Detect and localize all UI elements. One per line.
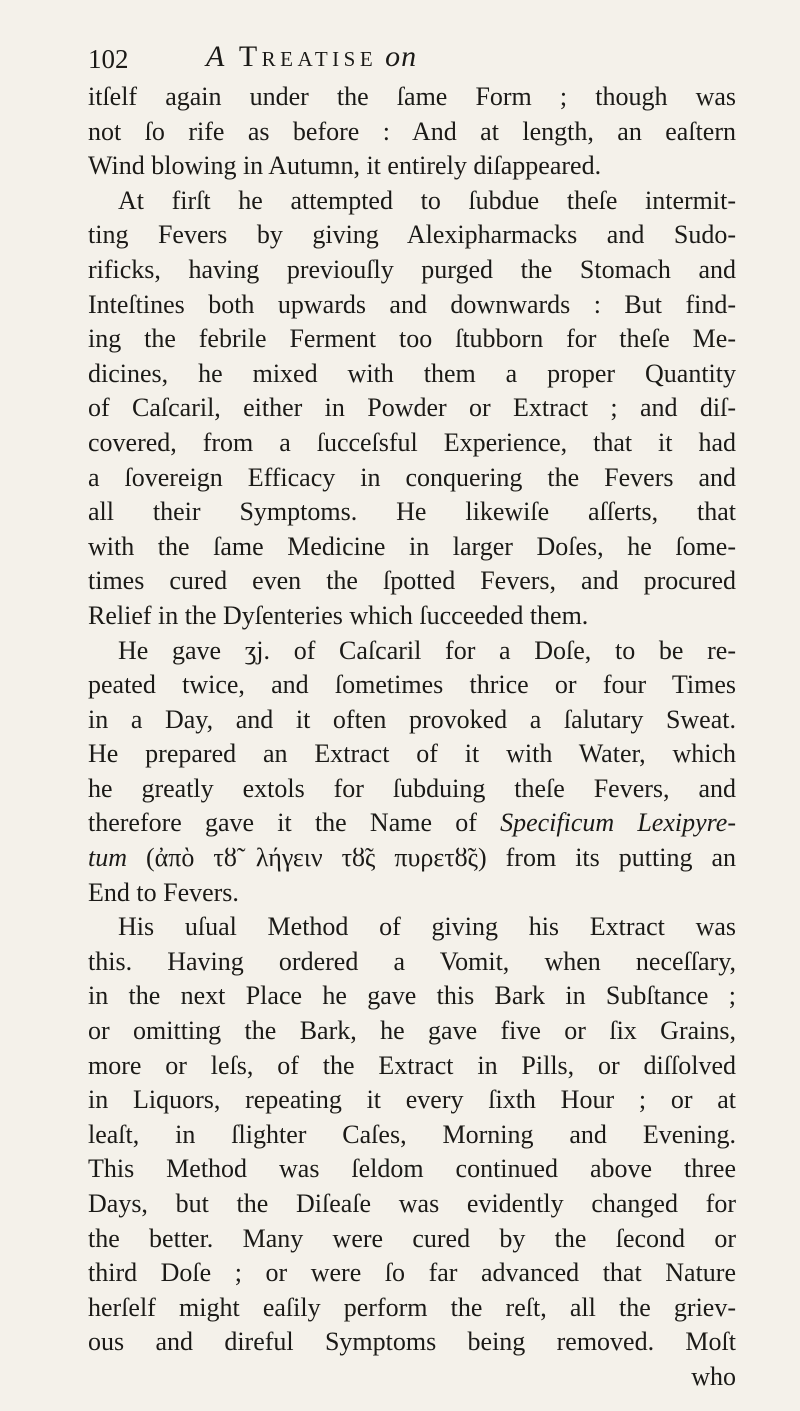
text-line: He gave ʒj. of Caſcaril for a Doſe, to be re- [118,635,736,665]
text-line: not ſo rife as before : And at length, an eaſtern [88,116,736,146]
text-line: End to Fevers. [88,877,239,907]
text-line: rificks, having previouſly purged the Stomach and [88,254,736,284]
text-line: Days, but the Diſeaſe was evidently changed for [88,1189,736,1218]
text-line: third Doſe ; or were ſo far advanced that Nature [88,1258,736,1288]
text-line: in the next Place he gave this Bark in Subſtance ; [88,981,736,1011]
text-line: At firſt he attempted to ſubdue theſe intermit- [118,185,736,215]
text-line: therefore gave it the Name of Specificum Lexipyre- [88,808,736,838]
text-line: His uſual Method of giving his Extract was [118,912,736,942]
text-line: all their Symptoms. He likewiſe aſſerts, that [88,497,736,527]
body-text [88,80,736,1395]
text-line: He prepared an Extract of it with Water, which [88,739,736,769]
text-line: ing the febrile Ferment too ſtubborn for theſe Me- [88,324,736,354]
page-header [88,40,728,80]
text-line: or omitting the Bark, he gave five or ſix Grains, [88,1016,736,1046]
catchword: who [691,1361,736,1391]
text-line: more or leſs, of the Extract in Pills, or diſſolved [88,1050,736,1080]
running-head-title: Treatise [238,40,378,73]
text-line: he greatly extols for ſubduing theſe Fevers, and [88,773,736,803]
text-line: Relief in the Dyſenteries which ſucceeded them. [88,600,589,630]
text-line: leaſt, in ſlighter Caſes, Morning and Evening. [88,1119,736,1149]
text-line: covered, from a ſucceſsful Experience, that it had [88,427,736,457]
text-line: tum (ἀπὸ τȣ̃ λήγειν τȣ̃ς πυρετȣ̃ς) from its putting an [88,843,736,873]
text-line: ting Fevers by giving Alexipharmacks and Sudo- [88,220,736,250]
text-line: itſelf again under the ſame Form ; though was [88,82,736,111]
text-line: peated twice, and ſometimes thrice or four Times [88,670,736,700]
page-number: 102 [88,44,129,74]
text-line: Wind blowing in Autumn, it entirely diſappeared. [88,151,602,181]
text-line: in Liquors, repeating it every ſixth Hour ; or at [88,1085,736,1115]
text-line: in a Day, and it often provoked a ſalutary Sweat. [88,704,736,734]
text-line: times cured even the ſpotted Fevers, and procured [88,566,736,596]
text-line: of Caſcaril, either in Powder or Extract ; and diſ- [88,393,736,423]
text-line: with the ſame Medicine in larger Doſes, he ſome- [88,531,736,561]
text-line: herſelf might eaſily perform the reſt, all the griev- [88,1292,736,1322]
text-line: the better. Many were cured by the ſecond or [88,1223,736,1253]
running-head-tail: on [385,40,418,73]
text-line: this. Having ordered a Vomit, when neceſſary, [88,946,736,976]
running-head-lead: A [206,40,229,73]
text-line: Inteſtines both upwards and downwards : But find- [88,289,736,319]
text-line: This Method was ſeldom continued above three [88,1154,736,1184]
text-line: ous and direful Symptoms being removed. Moſt [88,1327,736,1357]
running-head [206,40,417,74]
text-line: dicines, he mixed with them a proper Quantity [88,358,736,388]
text-line: a ſovereign Efficacy in conquering the Fevers and [88,462,736,492]
